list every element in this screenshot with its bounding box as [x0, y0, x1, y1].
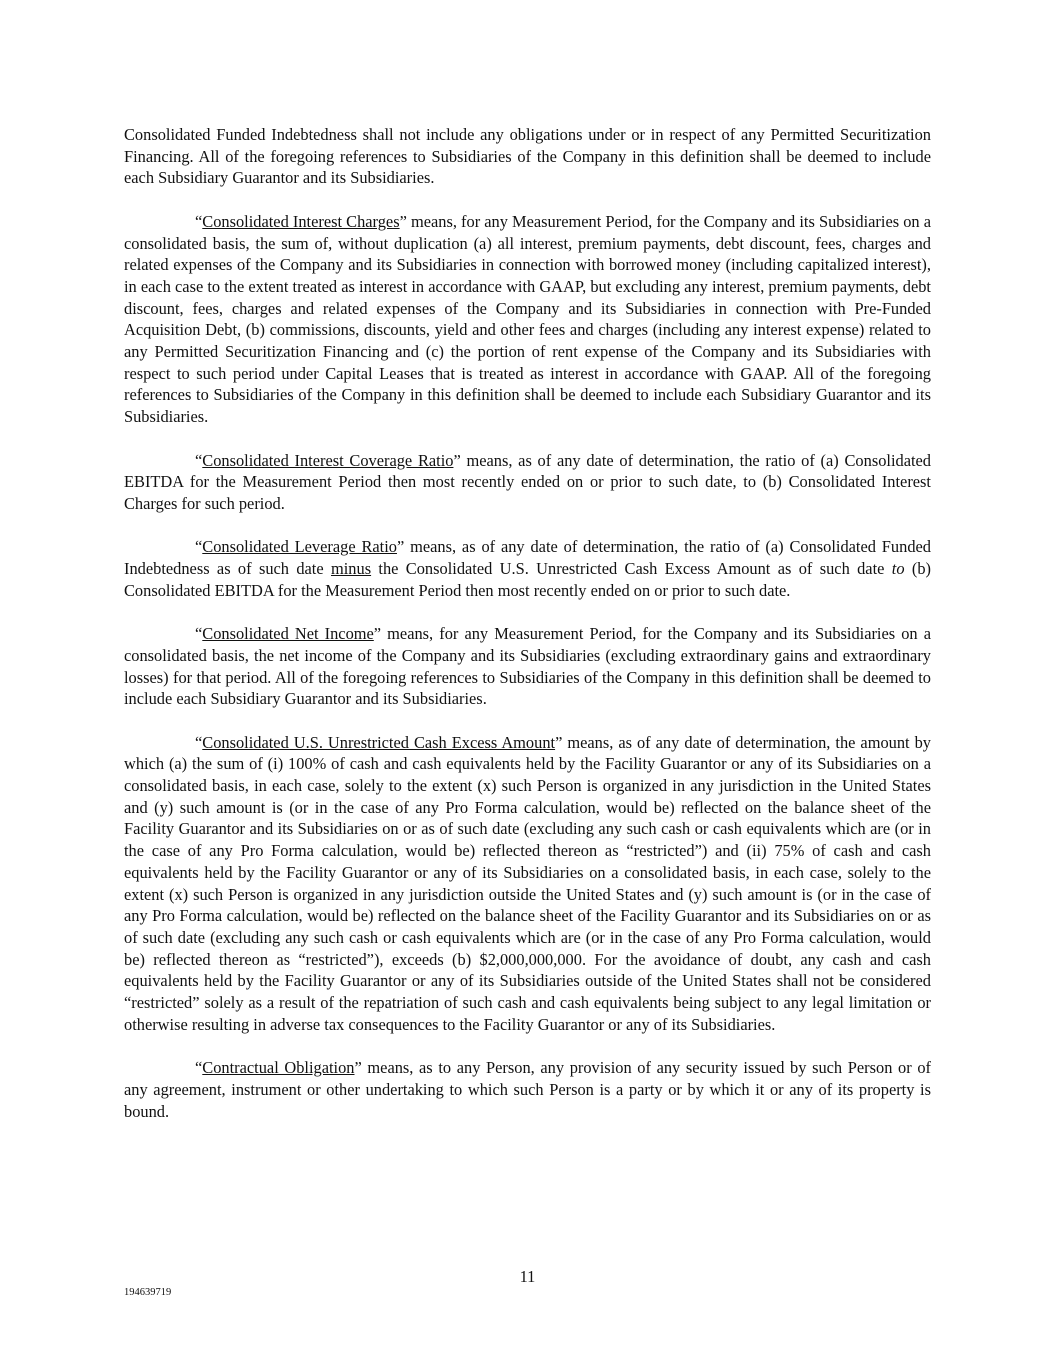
- open-quote: “: [195, 450, 203, 470]
- definition-text: ” means, as of any date of determination, the ratio of (a) Consolidated Funded Indebtedness as of such date: [124, 537, 931, 579]
- definition-consolidated-leverage-ratio: [124, 536, 931, 601]
- document-id: 194639719: [124, 1287, 172, 1298]
- open-quote: “: [195, 732, 203, 752]
- open-quote: “: [195, 624, 203, 644]
- paragraph-funded-indebtedness-continuation: Consolidated Funded Indebtedness shall not include any obligations under or in respect of any Permitted Securitization Financing. All of the foregoing references to Subsidiaries of the Company in this definition shall be deemed to include each Subsidiary Guarantor and its Subsidiaries.: [124, 125, 931, 188]
- defined-term: Consolidated Net Income: [202, 624, 374, 644]
- definition-consolidated-interest-charges: [124, 211, 931, 428]
- definition-consolidated-us-unrestricted-cash-excess-amount: [124, 732, 931, 1036]
- underlined-word-minus: minus: [331, 559, 372, 579]
- italic-word-to: to: [891, 559, 905, 579]
- definition-text: ” means, for any Measurement Period, for the Company and its Subsidiaries on a consolidated basis, the sum of, without duplication (a) all interest, premium payments, debt discount, fees, charges and related expenses of the Company and its Subsidiaries in connection with borrowed money (including capitalized interest), in each case to the extent treated as interest in accordance with GAAP, but excluding any interest, premium payments, debt discount, fees, charges and related expenses of the Company and its Subsidiaries in connection with Pre-Funded Acquisition Debt, (b) commissions, discounts, yield and other fees and charges (including any interest expense) related to any Permitted Securitization Financing and (c) the portion of rent expense of the Company and its Subsidiaries with respect to such period under Capital Leases that is treated as interest in accordance with GAAP. All of the foregoing references to Subsidiaries of the Company in this definition shall be deemed to include each Subsidiary Guarantor and its Subsidiaries.: [124, 211, 931, 427]
- definition-text: (b) Consolidated EBITDA for the Measurement Period then most recently ended on or prior to such date.: [124, 559, 931, 600]
- definition-text: the Consolidated U.S. Unrestricted Cash Excess Amount as of such date: [371, 559, 892, 579]
- open-quote: “: [195, 1058, 203, 1078]
- defined-term: Consolidated Interest Charges: [202, 211, 400, 231]
- defined-term: Consolidated Leverage Ratio: [202, 537, 397, 557]
- definition-text: ” means, as of any date of determination, the amount by which (a) the sum of (i) 100% of cash and cash equivalents held by the Facility Guarantor or any of its Subsidiaries on a consolidated basis, in each case, solely to the extent (x) such Person is organized in any jurisdiction in the United States and (y) such amount is (or in the case of any Pro Forma calculation, would be) reflected on the balance sheet of the Facility Guarantor and its Subsidiaries on or as of such date (excluding any such cash or cash equivalents which are (or in the case of any Pro Forma calculation, would be) reflected thereon as “restricted”) and (ii) 75% of cash and cash equivalents held by the Facility Guarantor or any of its Subsidiaries on a consolidated basis, in each case, solely to the extent (x) such Person is organized in any jurisdiction outside the United States and (y) such amount is (or in the case of any Pro Forma calculation, would be) reflected on the balance sheet of the Facility Guarantor and its Subsidiaries on or as of such date (excluding any such cash or cash equivalents which are (or in the case of any Pro Forma calculation, would be) reflected thereon as “restricted”), exceeds (b) $2,000,000,000. For the avoidance of doubt, any cash and cash equivalents held by the Facility Guarantor or any of its Subsidiaries outside of the United States shall not be considered “restricted” solely as a result of the repatriation of such cash and cash equivalents being subject to any legal limitation or otherwise resulting in adverse tax consequences to the Facility Guarantor or any of its Subsidiaries.: [124, 732, 931, 1034]
- definition-contractual-obligation: [124, 1057, 931, 1122]
- defined-term: Consolidated Interest Coverage Ratio: [202, 450, 454, 470]
- definition-text: ” means, as of any date of determination, the ratio of (a) Consolidated EBITDA for the Measurement Period then most recently ended on or prior to such date, to (b) Consolidated Interest Charges for such period.: [124, 450, 931, 513]
- open-quote: “: [195, 211, 203, 231]
- definition-consolidated-interest-coverage-ratio: [124, 450, 931, 515]
- defined-term: Consolidated U.S. Unrestricted Cash Excess Amount: [202, 732, 556, 752]
- page-number: 11: [519, 1267, 536, 1286]
- definition-text: ” means, for any Measurement Period, for the Company and its Subsidiaries on a consolidated basis, the net income of the Company and its Subsidiaries (excluding extraordinary gains and extraordinary losses) for that period. All of the foregoing references to Subsidiaries of the Company in this definition shall be deemed to include each Subsidiary Guarantor and its Subsidiaries.: [124, 624, 931, 709]
- definition-text: ” means, as to any Person, any provision of any security issued by such Person or of any agreement, instrument or other undertaking to which such Person is a party or by which it or any of its property is bound.: [124, 1058, 931, 1121]
- open-quote: “: [195, 537, 203, 557]
- document-body: [124, 124, 931, 1144]
- definition-consolidated-net-income: [124, 623, 931, 710]
- defined-term: Contractual Obligation: [202, 1058, 355, 1078]
